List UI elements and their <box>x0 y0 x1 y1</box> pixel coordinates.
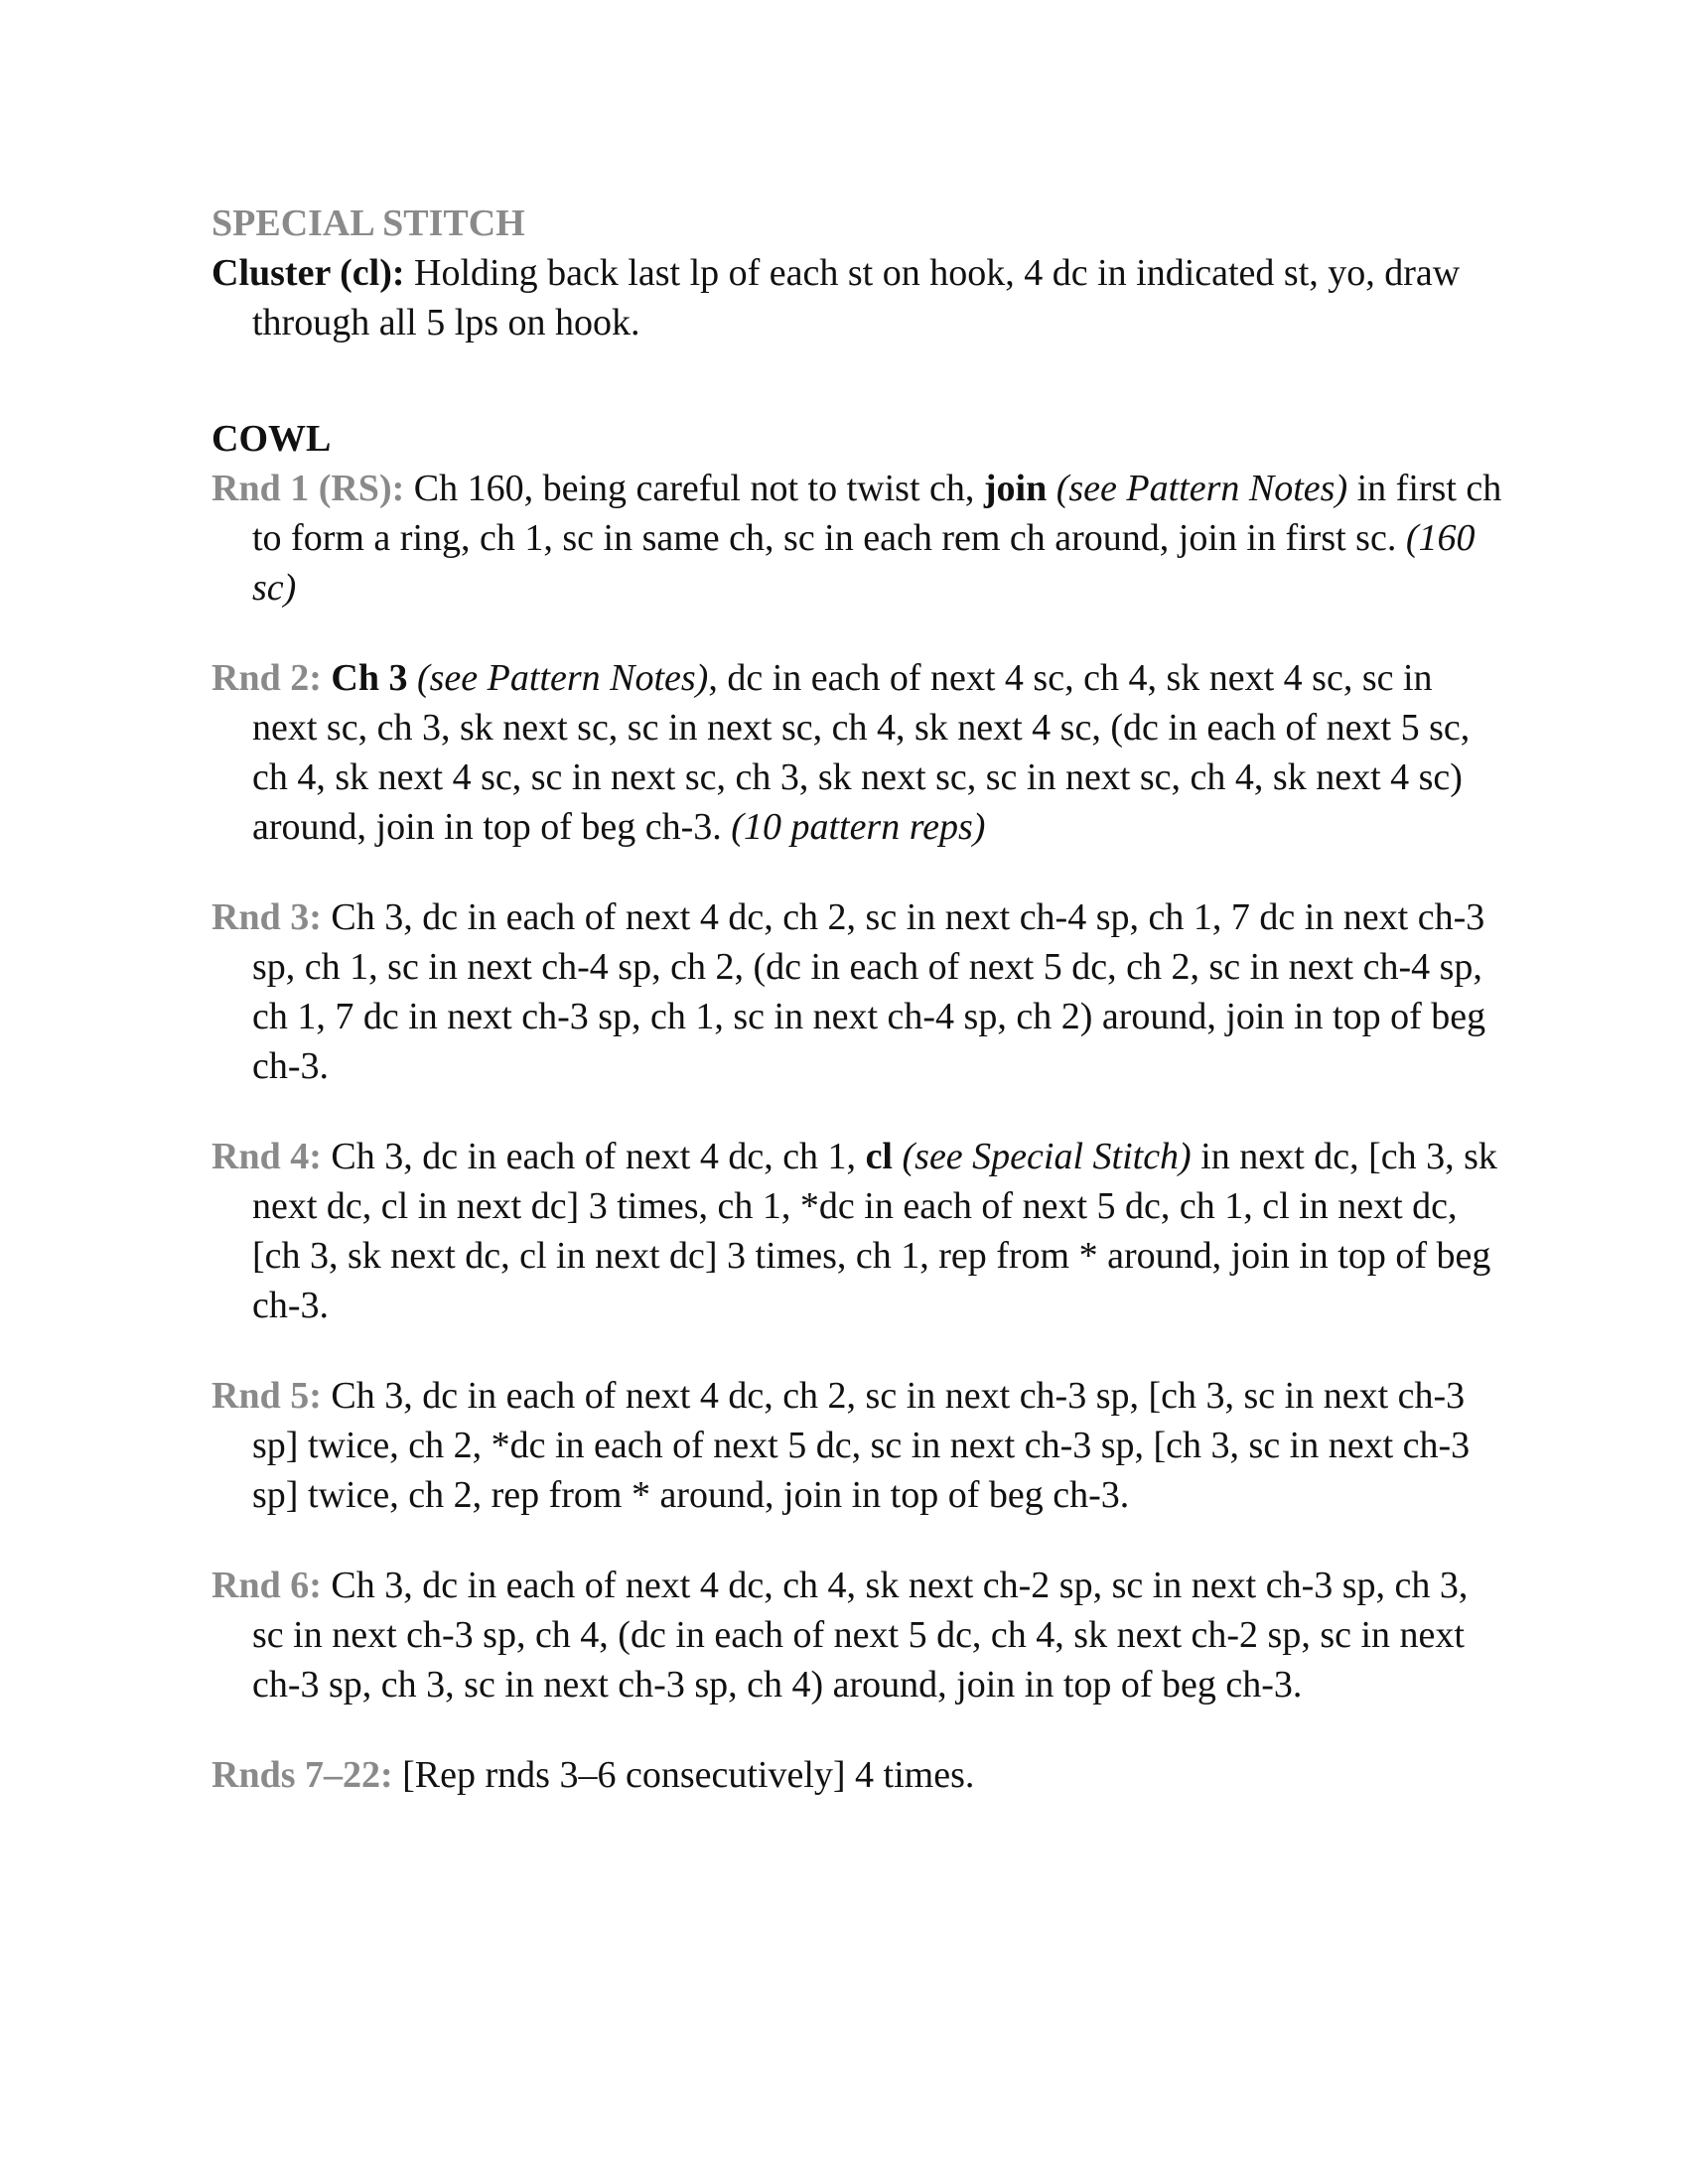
round-3 <box>211 892 1502 1091</box>
round-1-label: Rnd 1 (RS): <box>211 468 405 509</box>
round-4-note-special-stitch: (see Special Stitch) <box>902 1136 1192 1177</box>
round-4-label: Rnd 4: <box>211 1136 322 1177</box>
round-2 <box>211 653 1502 852</box>
round-2-note-pattern-notes: (see Pattern Notes) <box>416 657 709 699</box>
cluster-term: Cluster (cl): <box>211 252 405 294</box>
round-4-text-b: in next dc, [ch 3, sk next dc, cl in next dc] 3 times, ch 1, *dc in each of next 5 dc, ch 1, cl in next dc, [ch 3, sk next dc, cl in next dc] 3 times, ch 1, rep from * around, join in top of beg ch-3. <box>252 1136 1497 1326</box>
rounds-7-22-label: Rnds 7–22: <box>211 1754 393 1796</box>
pattern-page <box>211 199 1502 1800</box>
cowl-heading: COWL <box>211 418 332 460</box>
round-2-space-b <box>407 657 417 699</box>
round-1-note-pattern-notes: (see Pattern Notes) <box>1055 468 1348 509</box>
round-3-label: Rnd 3: <box>211 896 322 938</box>
round-1 <box>211 464 1502 613</box>
round-5 <box>211 1371 1502 1520</box>
rounds-7-22-text: [Rep rnds 3–6 consecutively] 4 times. <box>392 1754 975 1796</box>
round-2-label: Rnd 2: <box>211 657 322 699</box>
round-3-text: Ch 3, dc in each of next 4 dc, ch 2, sc in next ch-4 sp, ch 1, 7 dc in next ch-3 sp, ch 1, sc in next ch-4 sp, ch 2, (dc in each of next 5 dc, ch 2, sc in next ch-4 sp, ch 1, 7 dc in next ch-3 sp, ch 1, sc in next ch-4 sp, ch 2) around, join in top of beg ch-3. <box>252 896 1486 1087</box>
special-stitch-heading: SPECIAL STITCH <box>211 203 525 244</box>
round-6-label: Rnd 6: <box>211 1565 322 1606</box>
round-1-text-b: in first ch to form a ring, ch 1, sc in same ch, sc in each rem ch around, join in first sc. <box>252 468 1502 559</box>
round-1-count: (160 sc) <box>252 517 1476 609</box>
round-2-bold-ch3: Ch 3 <box>331 657 408 699</box>
round-2-text: , dc in each of next 4 sc, ch 4, sk next 4 sc, sc in next sc, ch 3, sk next sc, sc in next sc, ch 4, sk next 4 sc, (dc in each of next 5 sc, ch 4, sk next 4 sc, sc in next sc, ch 3, sk next sc, sc in next sc, ch 4, sk next 4 sc) around, join in top of beg ch-3. <box>252 657 1471 848</box>
round-1-bold-join: join <box>983 468 1048 509</box>
round-5-label: Rnd 5: <box>211 1375 322 1417</box>
cluster-definition <box>211 248 1502 347</box>
round-1-text-a: Ch 160, being careful not to twist ch, <box>404 468 984 509</box>
round-2-space-a <box>322 657 332 699</box>
round-4-bold-cl: cl <box>865 1136 893 1177</box>
round-1-space <box>1047 468 1056 509</box>
round-4-space <box>893 1136 903 1177</box>
round-5-text: Ch 3, dc in each of next 4 dc, ch 2, sc in next ch-3 sp, [ch 3, sc in next ch-3 sp] twice, ch 2, *dc in each of next 5 dc, sc in next ch-3 sp, [ch 3, sc in next ch-3 sp] twice, ch 2, rep from * around, join in top of beg ch-3. <box>252 1375 1471 1516</box>
cluster-text: Holding back last lp of each st on hook, 4 dc in indicated st, yo, draw through all 5 lps on hook. <box>252 252 1461 343</box>
round-4 <box>211 1132 1502 1330</box>
rounds-7-22 <box>211 1750 1502 1800</box>
round-6 <box>211 1561 1502 1709</box>
round-6-text: Ch 3, dc in each of next 4 dc, ch 4, sk next ch-2 sp, sc in next ch-3 sp, ch 3, sc in next ch-3 sp, ch 4, (dc in each of next 5 dc, ch 4, sk next ch-2 sp, sc in next ch-3 sp, ch 3, sc in next ch-3 sp, ch 4) around, join in top of beg ch-3. <box>252 1565 1469 1706</box>
round-2-count: (10 pattern reps) <box>731 806 986 848</box>
round-4-text-a: Ch 3, dc in each of next 4 dc, ch 1, <box>321 1136 866 1177</box>
